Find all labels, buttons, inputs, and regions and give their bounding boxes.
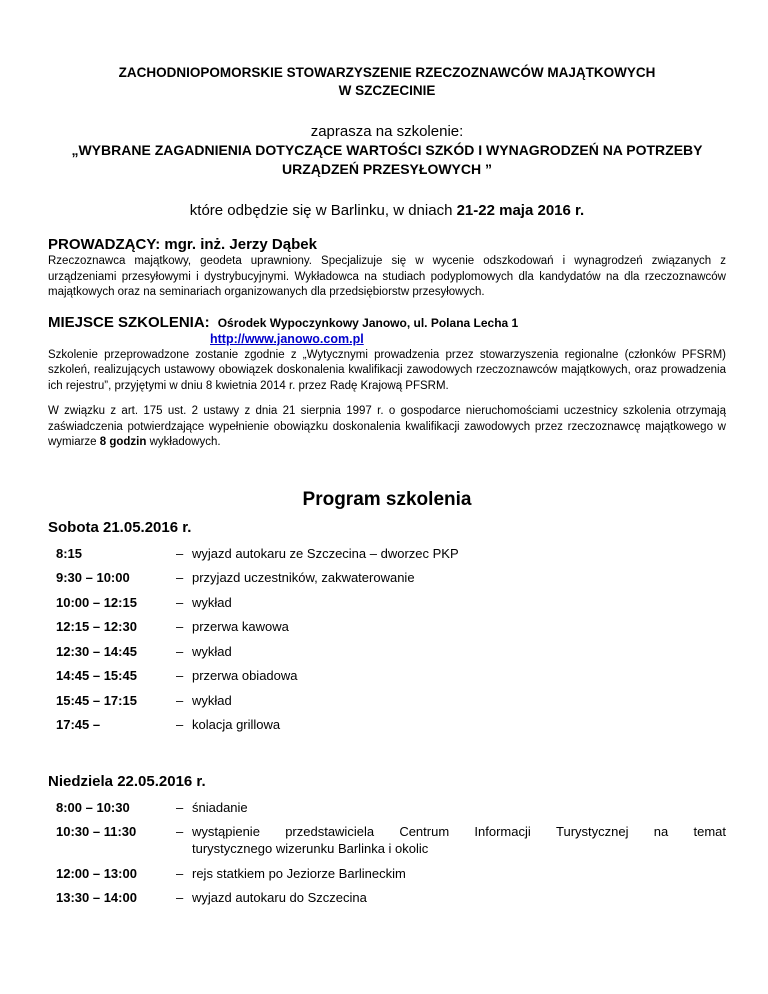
note2-hours: 8 godzin: [99, 436, 147, 448]
course-title: „WYBRANE ZAGADNIENIA DOTYCZĄCE WARTOŚCI SZKÓD I WYNAGRODZEŃ NA POTRZEBY URZĄDZEŃ PRZESYŁOWYCH ”: [71, 142, 703, 177]
schedule-time: 10:30 – 11:30: [56, 824, 137, 839]
schedule-time: 15:45 – 17:15: [56, 692, 137, 708]
venue-note-2: [48, 404, 726, 451]
schedule-activity: śniadanie: [192, 799, 248, 815]
schedule-activity: przerwa kawowa: [192, 619, 289, 634]
schedule-dash: –: [176, 692, 184, 708]
schedule-row: [56, 569, 726, 594]
schedule-dash: –: [176, 865, 184, 881]
schedule-dash: –: [176, 824, 184, 839]
schedule-row: [56, 799, 726, 824]
program-heading: Program szkolenia: [302, 488, 472, 510]
schedule-activity: wyjazd autokaru ze Szczecina – dworzec PKP: [192, 545, 459, 561]
venue-label: MIEJSCE SZKOLENIA:: [48, 313, 210, 331]
venue-section: [48, 314, 726, 331]
schedule-row: [56, 865, 726, 890]
schedule-dash: –: [176, 545, 184, 561]
schedule-row: [56, 618, 726, 643]
schedule-time: 10:00 – 12:15: [56, 594, 137, 610]
day2-heading: Niedziela 22.05.2016 r.: [48, 772, 206, 790]
schedule-row: [56, 545, 726, 570]
dates-prefix: które odbędzie się w Barlinku, w dniach: [189, 202, 457, 219]
schedule-activity: przerwa obiadowa: [192, 668, 298, 683]
schedule-dash: –: [176, 643, 184, 659]
note2-prefix: W związku z art. 175 ust. 2 ustawy z dnia 21 sierpnia 1997 r. o gospodarce nieruchomościami uczestnicy szkolenia otrzymają zaświadczenia potwierdzające wypełnienie obowiązku doskonalenia kwalifikacji zawodowych przez rzeczoznawcę majątkowego w wymiarze: [48, 405, 726, 448]
venue-note-1: Szkolenie przeprowadzone zostanie zgodnie z „Wytycznymi prowadzenia przez stowarzyszenia regionalne (członków PFSRM) szkoleń, realizujących ustawowy obowiązek doskonalenia kwalifikacji zawodowych rzeczoznawców majątkowych, oraz prowadzenia ich rejestru”, przyjętymi w dniu 8 kwietnia 2014 r. przez Radę Krajową PFSRM.: [48, 348, 726, 392]
day1-heading: Sobota 21.05.2016 r.: [48, 518, 192, 536]
trainer-label: PROWADZĄCY: mgr. inż. Jerzy Dąbek: [48, 236, 317, 253]
trainer-bio: Rzeczoznawca majątkowy, geodeta uprawniony. Specjalizuje się w wycenie odszkodowań i wynagrodzeń związanych z urządzeniami przesyłowymi i dystrybucyjnymi. Wykładowca na studiach podyplomowych dla kandydatów na dla rzeczoznawców majątkowych oraz na seminariach organizowanych dla przedsiębiorstw przesyłowych.: [48, 255, 726, 298]
schedule-time: 12:00 – 13:00: [56, 865, 137, 881]
course-dates: [48, 201, 726, 220]
activity-line-2: turystycznego wizerunku Barlinka i okolic: [192, 841, 429, 856]
schedule-time: 17:45 –: [56, 717, 101, 732]
day1-schedule: [56, 545, 726, 741]
schedule-row: [56, 692, 726, 717]
schedule-time: 8:00 – 10:30: [56, 799, 130, 815]
schedule-time: 13:30 – 14:00: [56, 890, 137, 905]
schedule-dash: –: [176, 619, 184, 634]
document-page: [48, 0, 726, 914]
schedule-activity: przyjazd uczestników, zakwaterowanie: [192, 570, 415, 585]
note2-suffix: wykładowych.: [146, 436, 221, 448]
schedule-dash: –: [176, 594, 184, 610]
schedule-activity: wykład: [192, 692, 232, 708]
schedule-dash: –: [176, 890, 184, 905]
schedule-activity: wykład: [192, 643, 232, 659]
schedule-dash: –: [176, 799, 184, 815]
schedule-time: 14:45 – 15:45: [56, 668, 137, 683]
schedule-activity: wyjazd autokaru do Szczecina: [192, 890, 367, 905]
venue-link[interactable]: http://www.janowo.com.pl: [210, 331, 364, 346]
schedule-row: [56, 667, 726, 692]
schedule-row: [56, 823, 726, 865]
venue-name: Ośrodek Wypoczynkowy Janowo, ul. Polana Lecha 1: [217, 315, 519, 330]
day2-schedule: [56, 799, 726, 914]
schedule-activity: wystąpienie przedstawiciela Centrum Informacji Turystycznej na temat turystycznego wizerunku Barlinka i okolic: [192, 824, 726, 856]
trainer-section: [48, 235, 726, 254]
schedule-row: [56, 889, 726, 914]
schedule-dash: –: [176, 717, 184, 732]
schedule-time: 12:30 – 14:45: [56, 643, 137, 659]
schedule-activity: kolacja grillowa: [192, 717, 281, 732]
schedule-time: 12:15 – 12:30: [56, 619, 137, 634]
invite-text: zaprasza na szkolenie:: [310, 123, 464, 140]
schedule-row: [56, 716, 726, 741]
schedule-dash: –: [176, 668, 184, 683]
schedule-time: 9:30 – 10:00: [56, 570, 130, 585]
org-line-1: ZACHODNIOPOMORSKIE STOWARZYSZENIE RZECZOZNAWCÓW MAJĄTKOWYCH: [118, 65, 656, 80]
schedule-row: [56, 643, 726, 668]
schedule-activity: rejs statkiem po Jeziorze Barlineckim: [192, 865, 406, 881]
org-line-2: W SZCZECINIE: [338, 83, 436, 98]
schedule-activity: wykład: [192, 594, 232, 610]
dates-value: 21-22 maja 2016 r.: [456, 202, 585, 219]
organization-name: [48, 64, 726, 100]
schedule-row: [56, 594, 726, 619]
schedule-time: 8:15: [56, 545, 83, 561]
schedule-dash: –: [176, 570, 184, 585]
